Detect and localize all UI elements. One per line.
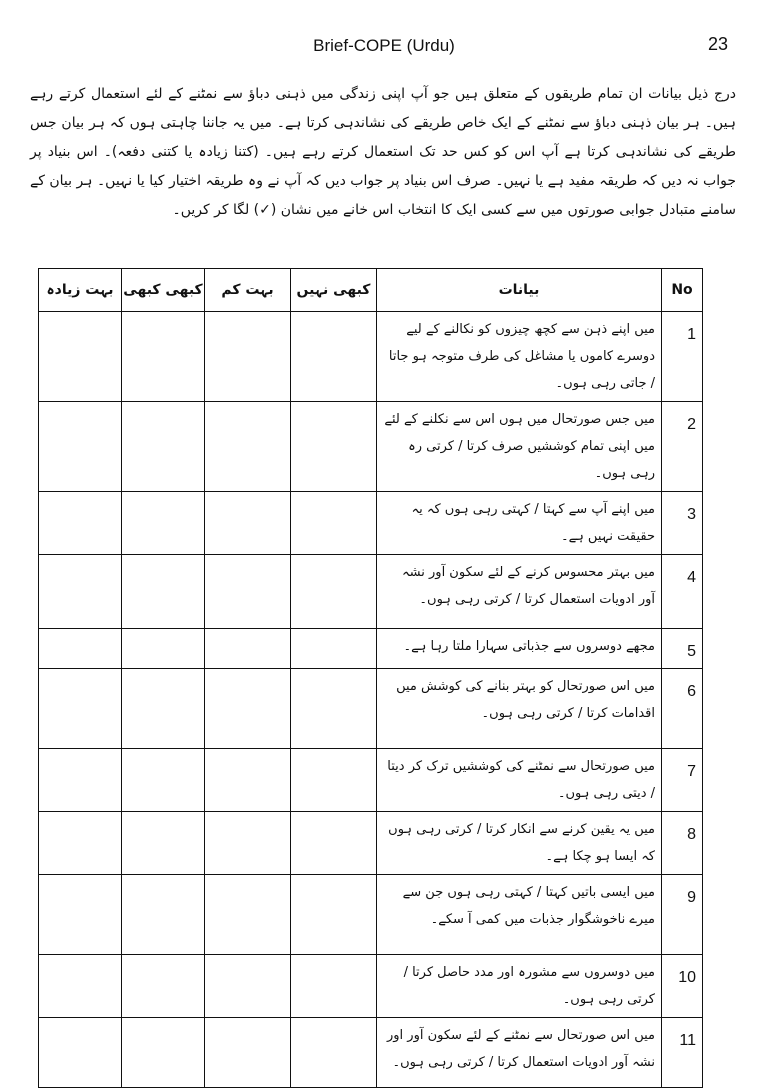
response-cell-never[interactable] [291,555,377,629]
response-cell-a-lot[interactable] [39,875,122,955]
table-row [39,955,703,1018]
response-cell-little[interactable] [205,875,291,955]
response-cell-little[interactable] [205,629,291,669]
header-never: کبھی نہیں [291,269,377,312]
row-number: 1 [662,312,703,402]
response-cell-sometimes[interactable] [122,492,205,555]
header-a-lot: بہت زیادہ [39,269,122,312]
response-cell-never[interactable] [291,629,377,669]
response-cell-never[interactable] [291,312,377,402]
response-cell-a-lot[interactable] [39,312,122,402]
response-cell-a-lot[interactable] [39,402,122,492]
row-number: 10 [662,955,703,1018]
table-row [39,1018,703,1088]
response-cell-little[interactable] [205,555,291,629]
row-number: 7 [662,749,703,812]
response-cell-a-lot[interactable] [39,749,122,812]
header-little: بہت کم [205,269,291,312]
response-cell-sometimes[interactable] [122,402,205,492]
table-row [39,812,703,875]
statement-text: میں ایسی باتیں کہتا / کہتی رہی ہوں جن سے میرے ناخوشگوار جذبات میں کمی آ سکے۔ [377,875,662,955]
response-cell-little[interactable] [205,1018,291,1088]
response-cell-never[interactable] [291,875,377,955]
table-row [39,492,703,555]
statement-text: میں اس صورتحال سے نمٹنے کے لئے سکون آور اور نشہ آور ادویات استعمال کرتا / کرتی رہی ہوں۔ [377,1018,662,1088]
response-cell-sometimes[interactable] [122,812,205,875]
questionnaire-table [38,268,703,1088]
instructions-paragraph [30,80,736,225]
response-cell-a-lot[interactable] [39,492,122,555]
response-cell-a-lot[interactable] [39,812,122,875]
statement-text: میں اپنے ذہن سے کچھ چیزوں کو نکالنے کے لیے دوسرے کاموں یا مشاغل کی طرف متوجہ ہو جاتا / جاتی رہی ہوں۔ [377,312,662,402]
response-cell-little[interactable] [205,492,291,555]
response-cell-never[interactable] [291,669,377,749]
table-row [39,749,703,812]
statement-text: میں اپنے آپ سے کہتا / کہتی رہی ہوں کہ یہ حقیقت نہیں ہے۔ [377,492,662,555]
response-cell-sometimes[interactable] [122,669,205,749]
response-cell-never[interactable] [291,1018,377,1088]
response-cell-never[interactable] [291,749,377,812]
response-cell-a-lot[interactable] [39,669,122,749]
response-cell-a-lot[interactable] [39,555,122,629]
table-row [39,669,703,749]
table-row [39,402,703,492]
response-cell-a-lot[interactable] [39,629,122,669]
page-number: 23 [707,34,728,54]
table-row [39,629,703,669]
statement-text: میں صورتحال سے نمٹنے کی کوششیں ترک کر دیتا / دیتی رہی ہوں۔ [377,749,662,812]
header-sometimes: کبھی کبھی [122,269,205,312]
statement-text: میں یہ یقین کرنے سے انکار کرتا / کرتی رہی ہوں کہ ایسا ہو چکا ہے۔ [377,812,662,875]
response-cell-sometimes[interactable] [122,749,205,812]
response-cell-a-lot[interactable] [39,1018,122,1088]
row-number: 8 [662,812,703,875]
response-cell-never[interactable] [291,402,377,492]
header-statements: بیانات [377,269,662,312]
response-cell-sometimes[interactable] [122,555,205,629]
response-cell-never[interactable] [291,812,377,875]
row-number: 6 [662,669,703,749]
row-number: 9 [662,875,703,955]
row-number: 4 [662,555,703,629]
statement-text: میں جس صورتحال میں ہوں اس سے نکلنے کے لئے میں اپنی تمام کوششیں صرف کرتا / کرتی رہ رہی ہوں۔ [377,402,662,492]
response-cell-never[interactable] [291,492,377,555]
table-header-row [39,269,703,312]
header-no: No [662,269,703,312]
response-cell-little[interactable] [205,669,291,749]
row-number: 2 [662,402,703,492]
statement-text: میں اس صورتحال کو بہتر بنانے کی کوشش میں اقدامات کرتا / کرتی رہی ہوں۔ [377,669,662,749]
response-cell-little[interactable] [205,812,291,875]
row-number: 3 [662,492,703,555]
response-cell-sometimes[interactable] [122,629,205,669]
table-row [39,875,703,955]
page-header-title: Brief-COPE (Urdu) [313,36,455,55]
response-cell-a-lot[interactable] [39,955,122,1018]
response-cell-little[interactable] [205,749,291,812]
table-row [39,312,703,402]
statement-text: میں بہتر محسوس کرنے کے لئے سکون آور نشہ آور ادویات استعمال کرتا / کرتی رہی ہوں۔ [377,555,662,629]
response-cell-little[interactable] [205,312,291,402]
instructions-text: درج ذیل بیانات ان تمام طریقوں کے متعلق ہیں جو آپ اپنی زندگی میں ذہنی دباؤ سے نمٹنے کے لئے استعمال کرتے رہے ہیں۔ ہر بیان ذہنی دباؤ سے نمٹنے کے ایک خاص طریقے کی نشاندہی کرتا ہے۔ میں یہ جاننا چاہتی ہوں کہ ہر بیان جس طریقے کی نشاندہی کرتا ہے آپ اس کو کس حد تک استعمال کرتے رہے ہیں۔ (کتنا زیادہ یا کتنی دفعہ)۔ اس بنیاد پر جواب نہ دیں کہ طریقہ مفید ہے یا نہیں۔ صرف اس بنیاد پر جواب دیں کہ آپ نے وہ طریقہ اختیار کیا یا نہیں۔ ہر بیان کے سامنے متبادل جوابی صورتوں میں سے کسی ایک کا انتخاب اس خانے میں نشان (✓) لگا کر کریں۔ [30,86,736,218]
response-cell-sometimes[interactable] [122,1018,205,1088]
row-number: 11 [662,1018,703,1088]
statement-text: مجھے دوسروں سے جذباتی سہارا ملتا رہا ہے۔ [377,629,662,669]
statement-text: میں دوسروں سے مشورہ اور مدد حاصل کرتا / کرتی رہی ہوں۔ [377,955,662,1018]
response-cell-never[interactable] [291,955,377,1018]
response-cell-sometimes[interactable] [122,875,205,955]
response-cell-little[interactable] [205,955,291,1018]
table-row [39,555,703,629]
row-number: 5 [662,629,703,669]
response-cell-little[interactable] [205,402,291,492]
response-cell-sometimes[interactable] [122,955,205,1018]
response-cell-sometimes[interactable] [122,312,205,402]
